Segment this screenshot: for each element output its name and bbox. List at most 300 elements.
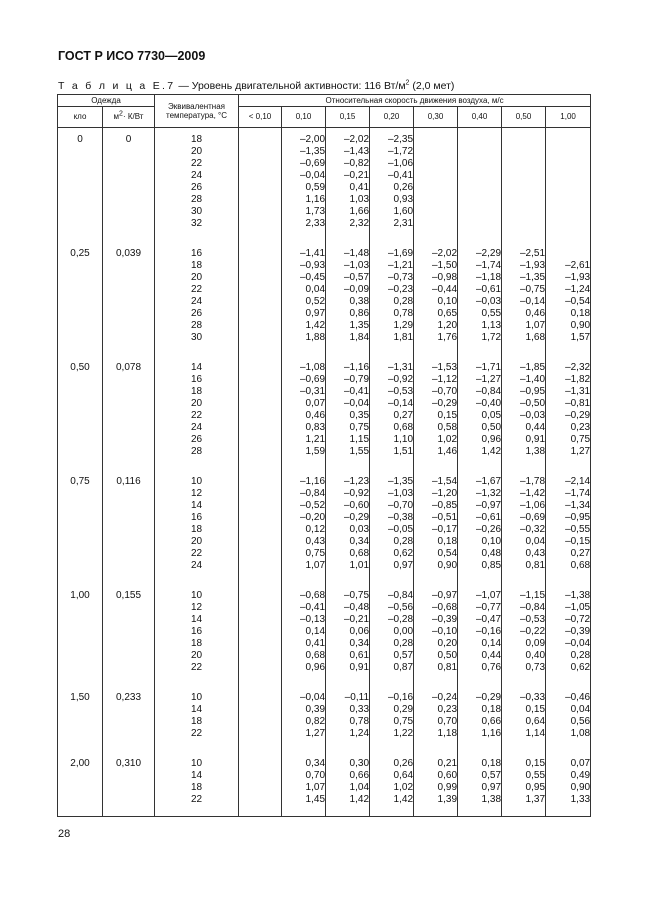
cell-pmv-column — [546, 128, 591, 241]
pmv-value: –1,74 — [565, 488, 591, 499]
pmv-value: –0,92 — [387, 374, 414, 385]
pmv-value: 0,44 — [481, 650, 502, 661]
pmv-value: 1,02 — [393, 782, 414, 793]
pmv-value: 0,58 — [437, 422, 458, 433]
cell-pmv-column — [546, 468, 591, 582]
pmv-value: –0,50 — [519, 398, 546, 409]
pmv-value: –0,04 — [299, 170, 326, 181]
pmv-value: –1,54 — [431, 476, 458, 487]
temp-value: 18 — [190, 782, 203, 793]
temp-value: 18 — [190, 524, 203, 535]
pmv-value: 0,04 — [305, 284, 326, 295]
temp-value: 16 — [190, 248, 203, 259]
pmv-value: 0,28 — [393, 536, 414, 547]
pmv-value: –2,61 — [565, 260, 591, 271]
pmv-value: –0,93 — [299, 260, 326, 271]
pmv-value: 0,54 — [437, 548, 458, 559]
pmv-value: –0,31 — [299, 386, 326, 397]
pmv-value: 1,45 — [305, 794, 326, 805]
pmv-value: 1,42 — [305, 320, 326, 331]
temp-value: 28 — [190, 446, 203, 457]
cell-clo — [58, 750, 103, 817]
cell-pmv-column — [370, 468, 414, 582]
pmv-value: –1,31 — [565, 386, 591, 397]
cell-pmv-column — [239, 582, 282, 684]
temp-value: 20 — [190, 398, 203, 409]
page-number: 28 — [58, 828, 71, 840]
pmv-value: 1,07 — [305, 560, 326, 571]
pmv-value: –1,16 — [299, 476, 326, 487]
temp-value: 22 — [190, 728, 203, 739]
cell-pmv-column — [458, 128, 502, 241]
temp-value: 18 — [190, 716, 203, 727]
pmv-value: –1,16 — [343, 362, 370, 373]
pmv-value: 1,38 — [481, 794, 502, 805]
cell-temps — [155, 128, 239, 241]
pmv-value: 0,23 — [570, 422, 591, 433]
table-caption — [58, 80, 454, 92]
pmv-value: 0,50 — [437, 650, 458, 661]
temp-value: 26 — [190, 434, 203, 445]
pmv-value: 1,22 — [393, 728, 414, 739]
cell-clo-value: 0,75 — [70, 476, 90, 487]
pmv-value: 1,07 — [525, 320, 546, 331]
temp-value: 28 — [190, 320, 203, 331]
pmv-value: 0,49 — [570, 770, 591, 781]
pmv-value: 1,68 — [525, 332, 546, 343]
header-m2kw — [103, 107, 155, 128]
pmv-value: –0,82 — [343, 158, 370, 169]
header-speed: 0,20 — [370, 107, 414, 128]
pmv-value: 1,14 — [525, 728, 546, 739]
pmv-value: –0,75 — [343, 590, 370, 601]
pmv-value: 0,99 — [437, 782, 458, 793]
pmv-value: 0,90 — [570, 320, 591, 331]
cell-clo — [58, 128, 103, 241]
pmv-value: 0,66 — [349, 770, 370, 781]
pmv-value: –0,60 — [343, 500, 370, 511]
temp-value: 22 — [190, 794, 203, 805]
cell-m2kw — [103, 128, 155, 241]
temp-value: 16 — [190, 374, 203, 385]
pmv-value: –0,29 — [343, 512, 370, 523]
pmv-value: 0,41 — [305, 638, 326, 649]
pmv-value: 0,18 — [570, 308, 591, 319]
temp-value: 22 — [190, 548, 203, 559]
temp-value: 14 — [190, 614, 203, 625]
pmv-value: –1,40 — [519, 374, 546, 385]
pmv-value: 0,60 — [437, 770, 458, 781]
pmv-value: 0,87 — [393, 662, 414, 673]
pmv-value: –0,81 — [565, 398, 591, 409]
pmv-value: 0,91 — [349, 662, 370, 673]
pmv-value: –0,04 — [299, 692, 326, 703]
cell-temps — [155, 468, 239, 582]
pmv-value: –0,97 — [475, 500, 502, 511]
temp-value: 24 — [190, 560, 203, 571]
pmv-value: 1,39 — [437, 794, 458, 805]
pmv-value: –1,31 — [387, 362, 414, 373]
cell-pmv-column — [458, 750, 502, 817]
pmv-value: –1,38 — [565, 590, 591, 601]
pmv-value: 0,28 — [393, 638, 414, 649]
pmv-value: 1,57 — [570, 332, 591, 343]
pmv-value: 0,30 — [349, 758, 370, 769]
pmv-value: –0,41 — [299, 602, 326, 613]
pmv-value: –1,72 — [387, 146, 414, 157]
pmv-value: –0,22 — [519, 626, 546, 637]
temp-value: 16 — [190, 512, 203, 523]
cell-pmv-column — [458, 684, 502, 750]
pmv-value: 1,33 — [570, 794, 591, 805]
temp-value: 10 — [190, 692, 203, 703]
cell-temps — [155, 750, 239, 817]
header-rel-speed: Относительная скорость движения воздуха, м/с — [239, 95, 591, 107]
cell-pmv-column — [370, 582, 414, 684]
cell-m2kw-value: 0,116 — [116, 476, 141, 487]
pmv-value: 0,90 — [570, 782, 591, 793]
pmv-value: –0,61 — [475, 284, 502, 295]
pmv-value: 1,42 — [481, 446, 502, 457]
pmv-value: 0,28 — [570, 650, 591, 661]
cell-m2kw-value: 0,078 — [115, 362, 142, 373]
pmv-value: –0,29 — [565, 410, 591, 421]
pmv-value: –1,07 — [475, 590, 502, 601]
pmv-value: 0,34 — [305, 758, 326, 769]
pmv-value — [546, 248, 590, 260]
pmv-value: 0,86 — [349, 308, 370, 319]
cell-temps — [155, 684, 239, 750]
pmv-value: 0,18 — [437, 536, 458, 547]
pmv-value: 0,04 — [525, 536, 546, 547]
pmv-value: –0,05 — [387, 524, 414, 535]
pmv-value: 0,21 — [437, 758, 458, 769]
header-speed: < 0,10 — [239, 107, 282, 128]
pmv-value: 0,64 — [393, 770, 414, 781]
header-speed: 0,50 — [502, 107, 546, 128]
header-eq-temp: Эквивалентная температура, °С — [155, 95, 239, 128]
pmv-value: 0,15 — [437, 410, 458, 421]
pmv-value: 1,73 — [305, 206, 326, 217]
pmv-value: 1,46 — [437, 446, 458, 457]
header-speed: 0,30 — [414, 107, 458, 128]
pmv-value: 1,35 — [349, 320, 370, 331]
pmv-value: –0,84 — [475, 386, 502, 397]
pmv-value: –0,15 — [565, 536, 591, 547]
pmv-value: –0,53 — [519, 614, 546, 625]
pmv-value: 1,27 — [570, 446, 591, 457]
pmv-value: –0,40 — [475, 398, 502, 409]
pmv-value: 0,38 — [349, 296, 370, 307]
pmv-value: 0,00 — [393, 626, 414, 637]
cell-m2kw-value: 0,039 — [115, 248, 142, 259]
cell-pmv-column — [370, 240, 414, 354]
cell-pmv-column — [239, 240, 282, 354]
pmv-value: 1,03 — [349, 194, 370, 205]
pmv-value: 1,76 — [437, 332, 458, 343]
pmv-value: 0,07 — [305, 398, 326, 409]
pmv-value: –1,03 — [343, 260, 370, 271]
pmv-value: 1,37 — [525, 794, 546, 805]
pmv-value: –0,09 — [343, 284, 370, 295]
temp-value: 26 — [190, 308, 203, 319]
pmv-value: –0,56 — [387, 602, 414, 613]
pmv-value: 0,70 — [437, 716, 458, 727]
pmv-value: 2,33 — [305, 218, 326, 229]
cell-clo — [58, 354, 103, 468]
table-caption-tail: (2,0 мет) — [409, 80, 455, 92]
table-row-group — [58, 684, 591, 750]
cell-clo — [58, 468, 103, 582]
pmv-value: 0,85 — [481, 560, 502, 571]
pmv-value: –0,69 — [519, 512, 546, 523]
pmv-value: 0,14 — [481, 638, 502, 649]
pmv-value: –0,54 — [565, 296, 591, 307]
pmv-value: –0,92 — [343, 488, 370, 499]
cell-m2kw — [103, 240, 155, 354]
cell-pmv-column — [546, 582, 591, 684]
pmv-value: 0,10 — [437, 296, 458, 307]
pmv-value: –0,32 — [519, 524, 546, 535]
cell-pmv-column — [370, 750, 414, 817]
pmv-value: 0,46 — [305, 410, 326, 421]
cell-pmv-column — [546, 750, 591, 817]
pmv-value: –1,15 — [519, 590, 546, 601]
pmv-value: 0,97 — [481, 782, 502, 793]
cell-clo-value: 2,00 — [70, 758, 90, 769]
pmv-value: –0,84 — [299, 488, 326, 499]
cell-pmv-column — [414, 582, 458, 684]
cell-pmv-column — [414, 128, 458, 241]
pmv-value: –0,41 — [387, 170, 414, 181]
pmv-value: 0,50 — [481, 422, 502, 433]
pmv-value: 0,57 — [393, 650, 414, 661]
temp-value: 14 — [190, 704, 203, 715]
cell-pmv-column — [282, 354, 326, 468]
temp-value: 32 — [190, 218, 203, 229]
pmv-value: 0,20 — [437, 638, 458, 649]
pmv-value: 1,66 — [349, 206, 370, 217]
cell-temps — [155, 582, 239, 684]
pmv-value: –0,69 — [299, 158, 326, 169]
pmv-value: 0,12 — [305, 524, 326, 535]
pmv-value: 1,84 — [349, 332, 370, 343]
temp-value: 20 — [190, 146, 203, 157]
pmv-value: 0,46 — [525, 308, 546, 319]
cell-clo-value: 1,00 — [70, 590, 90, 601]
table-caption-sup: 2 — [405, 79, 410, 87]
pmv-value: 0,26 — [393, 182, 414, 193]
pmv-value: 1,08 — [570, 728, 591, 739]
pmv-value: –1,20 — [431, 488, 458, 499]
cell-pmv-column — [546, 354, 591, 468]
pmv-value: 1,51 — [393, 446, 414, 457]
pmv-value: 0,66 — [481, 716, 502, 727]
pmv-value: –0,61 — [475, 512, 502, 523]
table-row-group — [58, 468, 591, 582]
temp-value: 12 — [190, 488, 203, 499]
pmv-value: 0,75 — [393, 716, 414, 727]
pmv-value: 0,40 — [525, 650, 546, 661]
pmv-value: –0,14 — [387, 398, 414, 409]
pmv-value: 0,23 — [437, 704, 458, 715]
temp-value: 22 — [190, 284, 203, 295]
pmv-value: 0,48 — [481, 548, 502, 559]
pmv-value: 0,64 — [525, 716, 546, 727]
pmv-value: –2,35 — [387, 134, 414, 145]
cell-pmv-column — [458, 468, 502, 582]
cell-pmv-column — [326, 468, 370, 582]
cell-temps — [155, 240, 239, 354]
pmv-value: –0,97 — [431, 590, 458, 601]
pmv-value: –0,46 — [565, 692, 591, 703]
pmv-value: –1,50 — [431, 260, 458, 271]
pmv-value: 1,13 — [481, 320, 502, 331]
header-speed: 0,15 — [326, 107, 370, 128]
cell-clo-value: 0,50 — [70, 362, 90, 373]
table-row-group — [58, 582, 591, 684]
pmv-value: –1,53 — [431, 362, 458, 373]
pmv-table — [57, 94, 591, 817]
temp-value: 24 — [190, 422, 203, 433]
pmv-value: –0,70 — [387, 500, 414, 511]
pmv-value: –2,51 — [519, 248, 546, 259]
pmv-value: –1,08 — [299, 362, 326, 373]
cell-clo-value: 0 — [77, 134, 83, 145]
pmv-value: –0,72 — [565, 614, 591, 625]
pmv-value: –0,68 — [299, 590, 326, 601]
pmv-value: –0,28 — [387, 614, 414, 625]
pmv-value: 0,43 — [525, 548, 546, 559]
pmv-value: –0,13 — [299, 614, 326, 625]
pmv-value: –0,95 — [565, 512, 591, 523]
cell-m2kw-value: 0 — [125, 134, 132, 145]
pmv-value: 0,59 — [305, 182, 326, 193]
pmv-value: 0,15 — [525, 704, 546, 715]
pmv-value: 1,07 — [305, 782, 326, 793]
cell-pmv-column — [502, 582, 546, 684]
table-row-group — [58, 240, 591, 354]
pmv-value: 0,95 — [525, 782, 546, 793]
pmv-value: –0,20 — [299, 512, 326, 523]
temp-value: 24 — [190, 296, 203, 307]
pmv-value: –1,23 — [343, 476, 370, 487]
pmv-value: –0,11 — [344, 692, 370, 703]
pmv-value: 1,02 — [437, 434, 458, 445]
cell-pmv-column — [370, 354, 414, 468]
pmv-value: 0,55 — [481, 308, 502, 319]
pmv-value: 0,73 — [525, 662, 546, 673]
pmv-value: –0,45 — [299, 272, 326, 283]
pmv-value: –0,39 — [565, 626, 591, 637]
pmv-value: –1,41 — [299, 248, 326, 259]
cell-pmv-column — [282, 684, 326, 750]
pmv-value: 0,26 — [393, 758, 414, 769]
pmv-value: –0,03 — [475, 296, 502, 307]
pmv-value: –2,00 — [299, 134, 326, 145]
pmv-value: 0,75 — [305, 548, 326, 559]
pmv-value: 0,62 — [570, 662, 591, 673]
cell-pmv-column — [502, 240, 546, 354]
pmv-value: 1,15 — [349, 434, 370, 445]
pmv-value: –1,18 — [475, 272, 502, 283]
pmv-value: –1,35 — [519, 272, 546, 283]
cell-clo-value: 0,25 — [70, 248, 90, 259]
pmv-value: 0,15 — [525, 758, 546, 769]
cell-clo — [58, 240, 103, 354]
pmv-value: 1,88 — [305, 332, 326, 343]
cell-pmv-column — [326, 354, 370, 468]
pmv-value: 0,35 — [349, 410, 370, 421]
pmv-value: –0,04 — [343, 398, 370, 409]
pmv-value: –1,24 — [565, 284, 591, 295]
temp-value: 10 — [190, 590, 203, 601]
pmv-value: 0,43 — [305, 536, 326, 547]
pmv-value: –0,85 — [431, 500, 458, 511]
pmv-value: 0,82 — [305, 716, 326, 727]
cell-pmv-column — [282, 582, 326, 684]
temp-value: 10 — [190, 476, 203, 487]
pmv-value: 0,07 — [570, 758, 591, 769]
cell-m2kw — [103, 354, 155, 468]
pmv-value: 1,42 — [349, 794, 370, 805]
pmv-value: –0,23 — [387, 284, 414, 295]
pmv-value: –0,84 — [519, 602, 546, 613]
pmv-value: –1,74 — [475, 260, 502, 271]
table-caption-label: Т а б л и ц а Е.7 — [58, 80, 176, 92]
pmv-value: –0,04 — [565, 638, 591, 649]
cell-pmv-column — [458, 582, 502, 684]
pmv-value: –0,21 — [343, 614, 370, 625]
cell-pmv-column — [239, 468, 282, 582]
pmv-value: 0,28 — [393, 296, 414, 307]
pmv-value: –1,35 — [387, 476, 414, 487]
pmv-value: 0,78 — [393, 308, 414, 319]
pmv-value: –2,14 — [565, 476, 591, 487]
pmv-value: –1,21 — [387, 260, 414, 271]
pmv-value: 0,76 — [481, 662, 502, 673]
cell-pmv-column — [326, 750, 370, 817]
temp-value: 16 — [190, 626, 203, 637]
pmv-value: 0,62 — [393, 548, 414, 559]
pmv-value: –1,48 — [343, 248, 370, 259]
table-row-group — [58, 354, 591, 468]
temp-value: 30 — [190, 332, 203, 343]
pmv-value: 1,81 — [393, 332, 414, 343]
header-speed: 0,10 — [282, 107, 326, 128]
pmv-value: 2,32 — [349, 218, 370, 229]
pmv-value: 1,16 — [305, 194, 326, 205]
temp-value: 18 — [190, 134, 203, 145]
cell-pmv-column — [326, 582, 370, 684]
cell-pmv-column — [546, 684, 591, 750]
pmv-value: 1,59 — [305, 446, 326, 457]
cell-clo — [58, 582, 103, 684]
pmv-value: –0,29 — [475, 692, 502, 703]
header-m2: м — [113, 112, 120, 121]
pmv-value: 0,68 — [393, 422, 414, 433]
cell-pmv-column — [502, 750, 546, 817]
temp-value: 24 — [190, 170, 203, 181]
pmv-value: –0,47 — [475, 614, 502, 625]
header-speed: 1,00 — [546, 107, 591, 128]
pmv-value: 0,68 — [570, 560, 591, 571]
pmv-value: –0,29 — [431, 398, 458, 409]
pmv-value: –0,84 — [387, 590, 414, 601]
pmv-value: 0,81 — [437, 662, 458, 673]
pmv-value: 0,05 — [481, 410, 502, 421]
temp-value: 10 — [190, 758, 203, 769]
